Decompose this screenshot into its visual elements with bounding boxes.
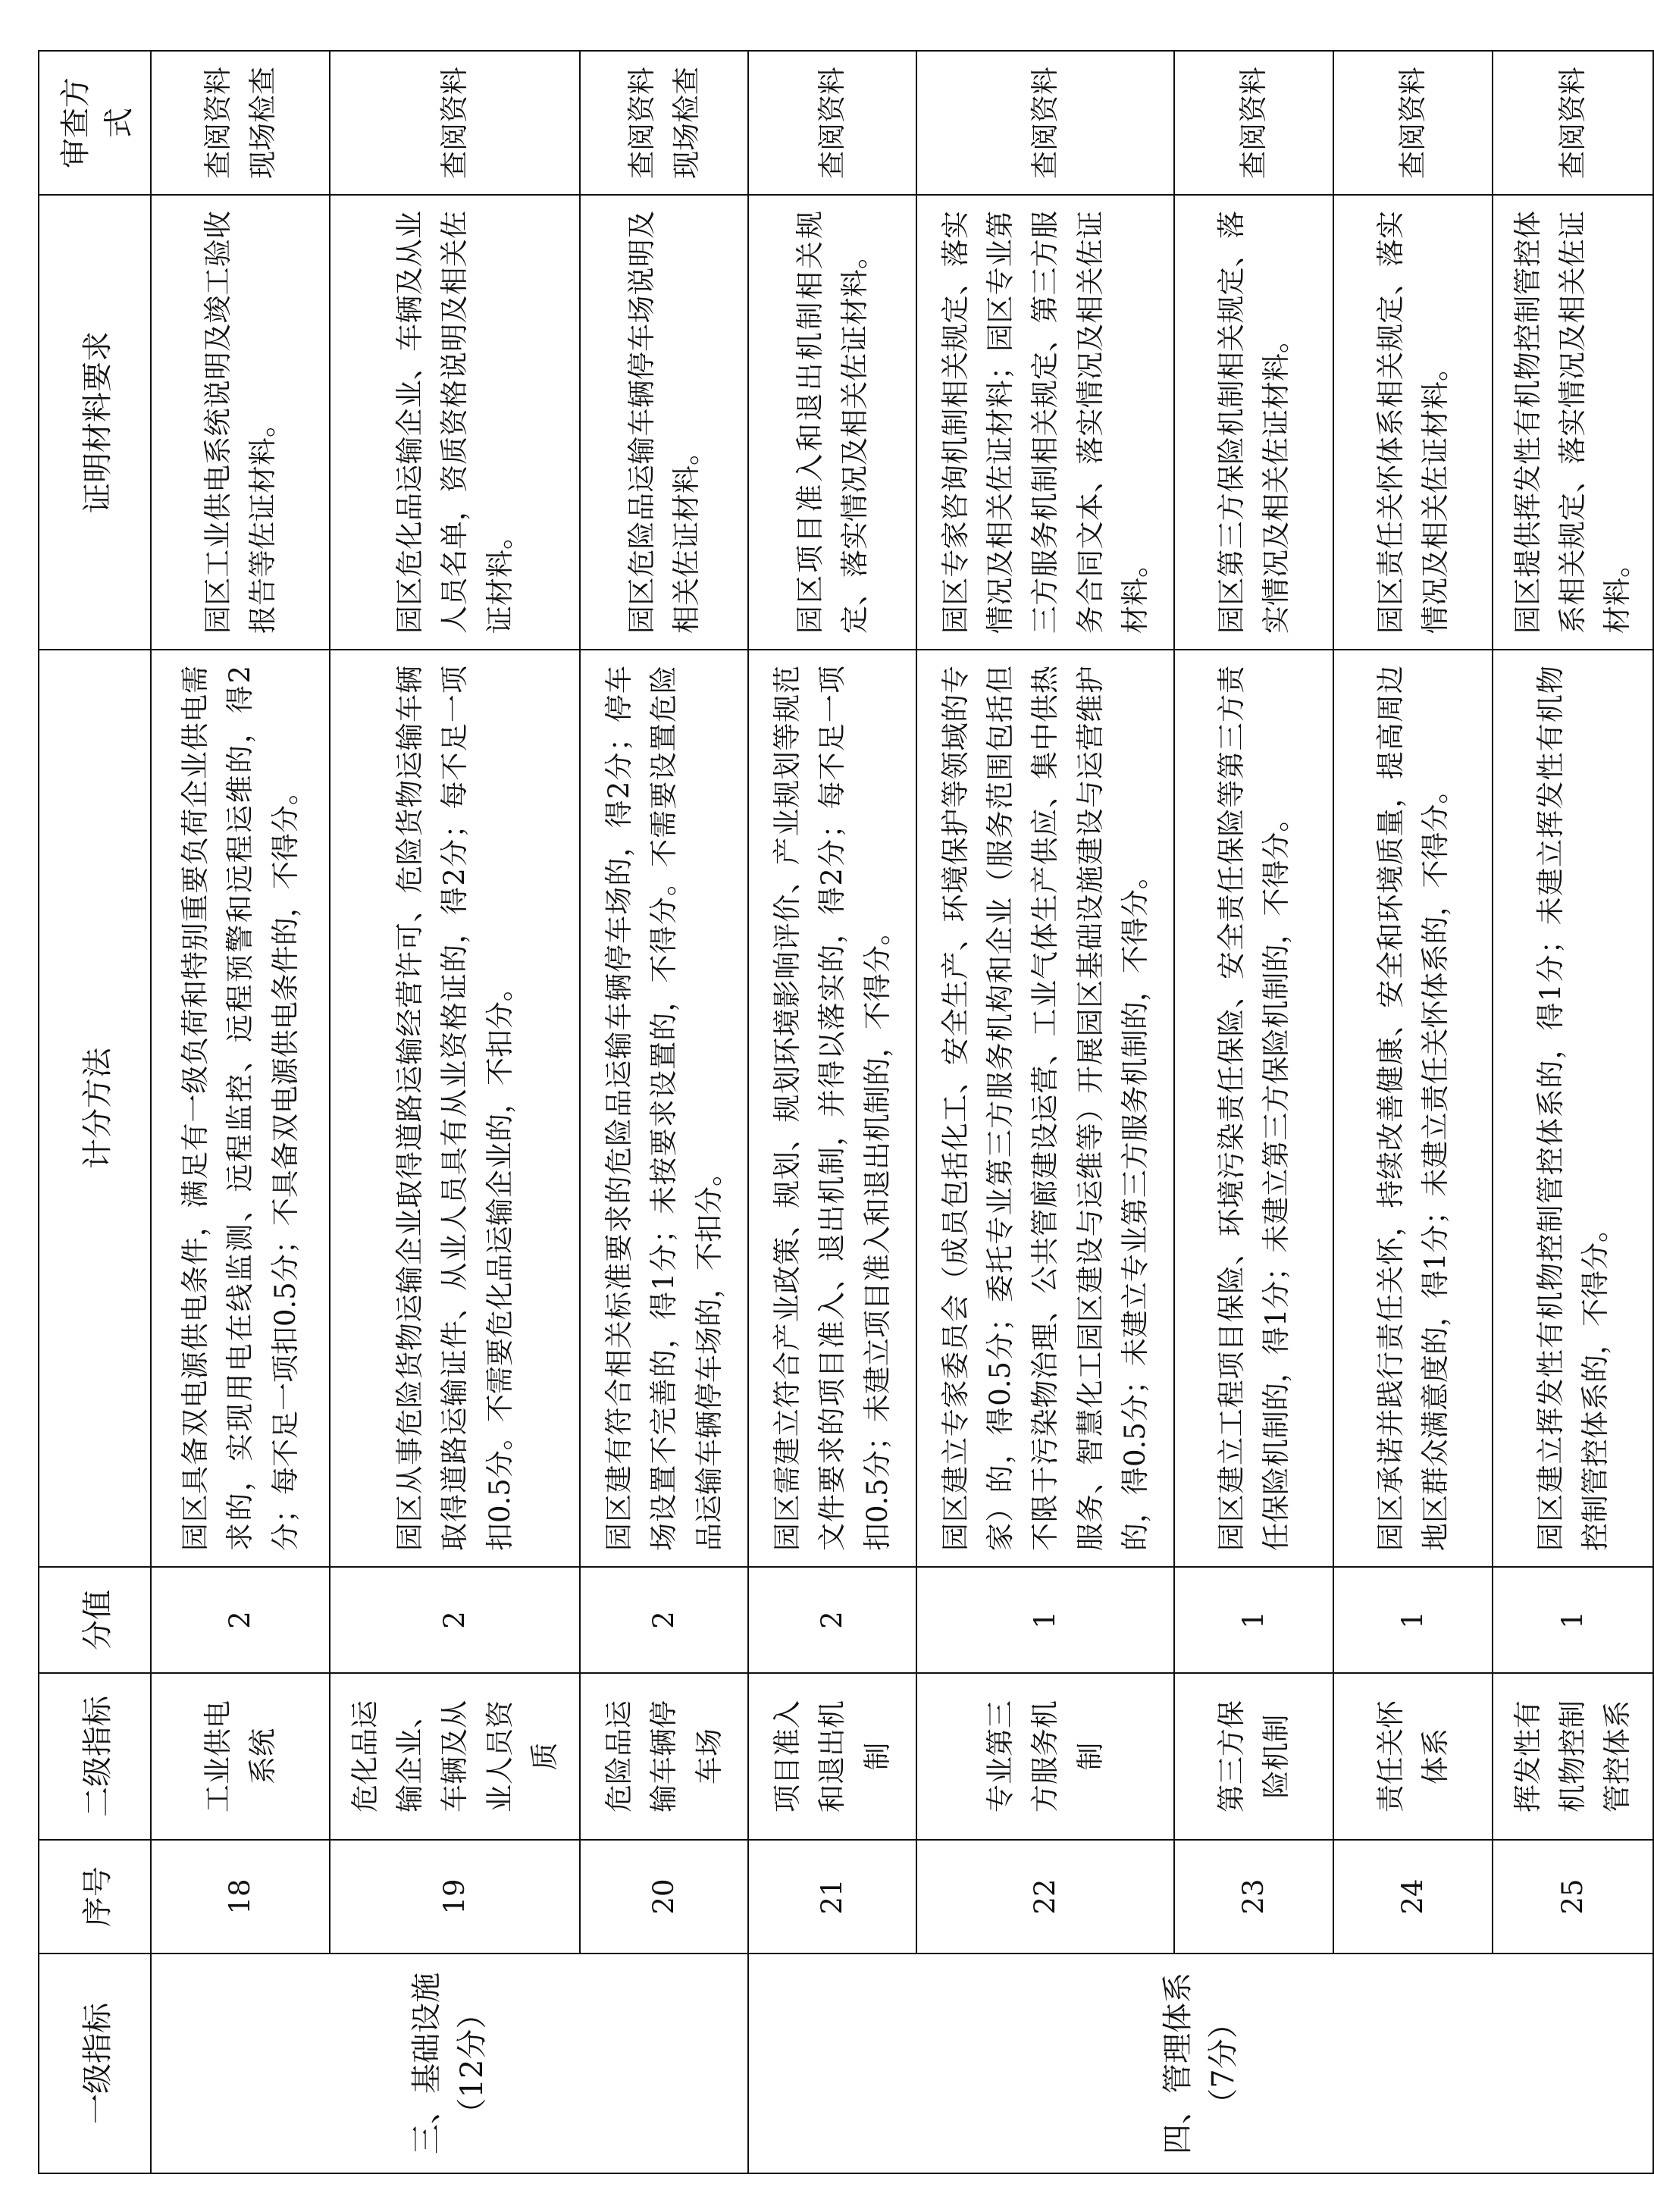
scoring-table	[38, 50, 1654, 2174]
row-no: 22	[916, 1840, 1174, 1954]
row-name: 第三方保险机制	[1174, 1673, 1333, 1840]
row-name: 危化品运输企业、车辆及从业人员资质	[330, 1673, 580, 1840]
table-row	[916, 51, 1174, 2173]
row-proof: 园区第三方保险机制相关规定、落实情况及相关佐证材料。	[1174, 195, 1333, 650]
table-row	[151, 51, 330, 2173]
row-proof: 园区责任关怀体系相关规定、落实情况及相关佐证材料。	[1333, 195, 1493, 650]
row-name: 危险品运输车辆停车场	[580, 1673, 748, 1840]
table-row	[330, 51, 580, 2173]
row-proof: 园区危化品运输企业、车辆及从业人员名单，资质资格说明及相关佐证材料。	[330, 195, 580, 650]
row-method: 园区建立工程项目保险、环境污染责任保险、安全责任保险等第三方责任保险机制的，得1分；未建立第三方保险机制的，不得分。	[1174, 650, 1333, 1567]
row-method: 园区需建立符合产业政策、规划、规划环境影响评价、产业规划等规范文件要求的项目准入、退出机制，并得以落实的，得2分；每不足一项扣0.5分；未建立项目准入和退出机制的，不得分。	[748, 650, 916, 1567]
row-no: 21	[748, 1840, 916, 1954]
row-review: 查阅资料	[1333, 51, 1493, 195]
row-score: 2	[580, 1567, 748, 1673]
row-proof: 园区危险品运输车辆停车场说明及相关佐证材料。	[580, 195, 748, 650]
row-method: 园区从事危险货物运输企业取得道路运输经营许可、危险货物运输车辆取得道路运输证件、从业人员具有从业资格证的，得2分；每不足一项扣0.5分。不需要危化品运输企业的，不扣分。	[330, 650, 580, 1567]
row-name: 责任关怀体系	[1333, 1673, 1493, 1840]
table-row	[580, 51, 748, 2173]
row-proof: 园区专家咨询机制相关规定、落实情况及相关佐证材料；园区专业第三方服务机制相关规定、第三方服务合同文本、落实情况及相关佐证材料。	[916, 195, 1174, 650]
row-score: 1	[916, 1567, 1174, 1673]
row-review: 查阅资料现场检查	[580, 51, 748, 195]
tier1-group-management: 四、管理体系（7分）	[748, 1954, 1653, 2173]
row-method: 园区承诺并践行责任关怀，持续改善健康、安全和环境质量，提高周边地区群众满意度的，得1分；未建立责任关怀体系的，不得分。	[1333, 650, 1493, 1567]
row-no: 20	[580, 1840, 748, 1954]
rotated-page	[38, 52, 1634, 2174]
row-name: 项目准入和退出机制	[748, 1673, 916, 1840]
row-proof: 园区工业供电系统说明及竣工验收报告等佐证材料。	[151, 195, 330, 650]
row-score: 1	[1493, 1567, 1653, 1673]
table-row	[748, 51, 916, 2173]
row-no: 25	[1493, 1840, 1653, 1954]
row-no: 18	[151, 1840, 330, 1954]
row-review: 查阅资料	[748, 51, 916, 195]
row-score: 2	[748, 1567, 916, 1673]
row-method: 园区建立挥发性有机物控制管控体系的，得1分；未建立挥发性有机物控制管控体系的，不得分。	[1493, 650, 1653, 1567]
header-tier1: 一级指标	[39, 1954, 151, 2173]
header-score: 分值	[39, 1567, 151, 1673]
row-method: 园区建有符合相关标准要求的危险品运输车辆停车场的，得2分；停车场设置不完善的，得1分；未按要求设置的，不得分。不需要设置危险品运输车辆停车场的，不扣分。	[580, 650, 748, 1567]
row-no: 23	[1174, 1840, 1333, 1954]
row-method: 园区建立专家委员会（成员包括化工、安全生产、环境保护等领域的专家）的，得0.5分；委托专业第三方服务机构和企业（服务范围包括但不限于污染物治理、公共管廊建设运营、工业气体生产供应、集中供热服务、智慧化工园区建设与运维等）开展园区基础设施建设与运营维护的，得0.5分；未建立专业第三方服务机制的，不得分。	[916, 650, 1174, 1567]
table-row	[1493, 51, 1653, 2173]
tier1-group-infrastructure: 三、基础设施（12分）	[151, 1954, 748, 2173]
row-review: 查阅资料	[916, 51, 1174, 195]
table-row	[1333, 51, 1493, 2173]
header-tier2: 二级指标	[39, 1673, 151, 1840]
row-name: 工业供电系统	[151, 1673, 330, 1840]
table-row	[1174, 51, 1333, 2173]
row-review: 查阅资料	[330, 51, 580, 195]
row-no: 24	[1333, 1840, 1493, 1954]
row-score: 2	[330, 1567, 580, 1673]
row-review: 查阅资料	[1493, 51, 1653, 195]
row-method: 园区具备双电源供电条件，满足有一级负荷和特别重要负荷企业供电需求的，实现用电在线监测、远程监控、远程预警和远程运维的，得2分；每不足一项扣0.5分；不具备双电源供电条件的，不得分。	[151, 650, 330, 1567]
row-score: 2	[151, 1567, 330, 1673]
header-review: 审查方式	[39, 51, 151, 195]
row-name: 挥发性有机物控制管控体系	[1493, 1673, 1653, 1840]
row-score: 1	[1174, 1567, 1333, 1673]
row-review: 查阅资料现场检查	[151, 51, 330, 195]
header-row	[39, 51, 151, 2173]
row-proof: 园区项目准入和退出机制相关规定、落实情况及相关佐证材料。	[748, 195, 916, 650]
header-method: 计分方法	[39, 650, 151, 1567]
row-review: 查阅资料	[1174, 51, 1333, 195]
row-score: 1	[1333, 1567, 1493, 1673]
header-no: 序号	[39, 1840, 151, 1954]
header-proof: 证明材料要求	[39, 195, 151, 650]
row-name: 专业第三方服务机制	[916, 1673, 1174, 1840]
row-proof: 园区提供挥发性有机物控制管控体系相关规定、落实情况及相关佐证材料。	[1493, 195, 1653, 650]
row-no: 19	[330, 1840, 580, 1954]
